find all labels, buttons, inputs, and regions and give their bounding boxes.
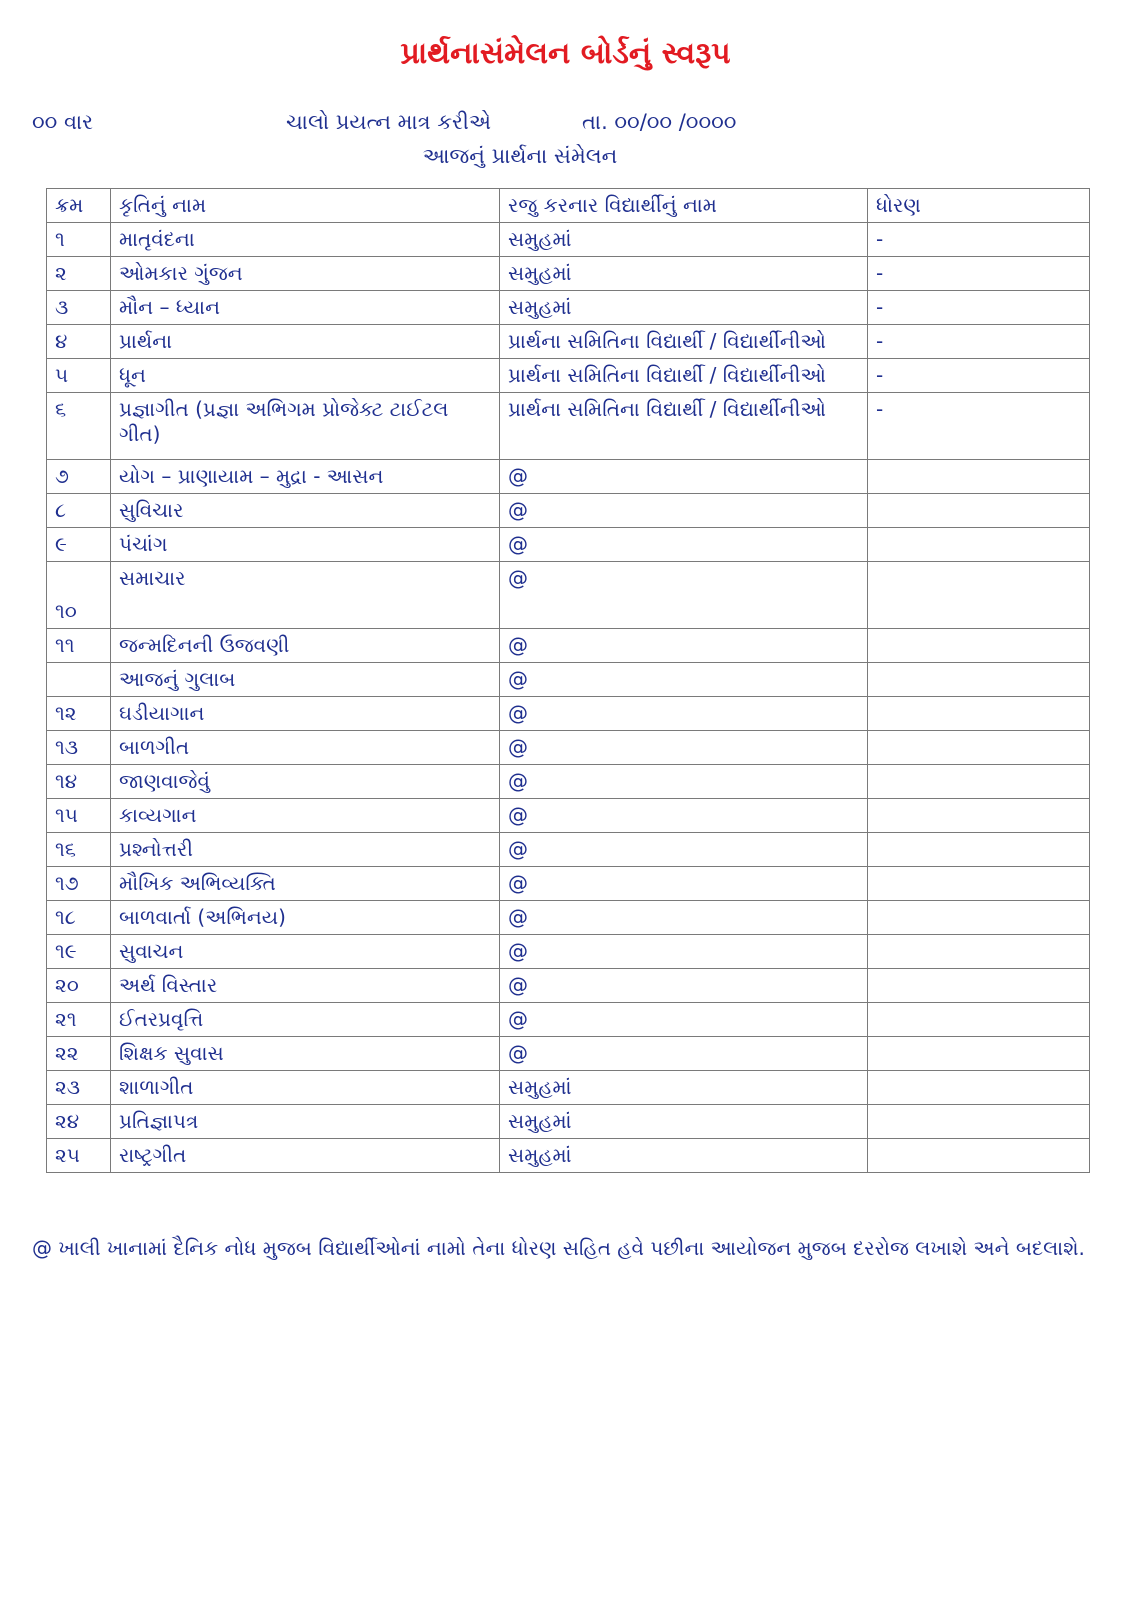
row-presenter: @ [500,935,868,969]
row-serial: ૧૫ [47,799,111,833]
row-standard [868,833,1090,867]
header-serial: ક્રમ [47,189,111,223]
row-standard [868,935,1090,969]
row-presenter: @ [500,562,868,629]
row-item-name: માતૃવંદના [111,223,500,257]
row-presenter: સમુહમાં [500,1105,868,1139]
row-item-name: પ્રજ્ઞાગીત (પ્રજ્ઞા અભિગમ પ્રોજેક્ટ ટાઈટલ ગીત) [111,393,500,460]
row-standard [868,901,1090,935]
row-standard [868,1037,1090,1071]
row-serial: ૩ [47,291,111,325]
table-body [47,223,1090,1173]
row-item-name: ધૂન [111,359,500,393]
row-serial: ૧૩ [47,731,111,765]
row-standard [868,629,1090,663]
row-standard [868,697,1090,731]
row-serial: ૬ [47,393,111,460]
row-standard [868,528,1090,562]
table-row [47,697,1090,731]
row-standard [868,969,1090,1003]
table-row [47,562,1090,629]
row-standard [868,460,1090,494]
page-title: પ્રાર્થનાસંમેલન બોર્ડનું સ્વરૂપ [400,36,731,71]
row-serial: ૨૨ [47,1037,111,1071]
row-item-name: રાષ્ટ્રગીત [111,1139,500,1173]
row-item-name: અર્થ વિસ્તાર [111,969,500,1003]
row-standard [868,1105,1090,1139]
row-item-name: ઈતરપ્રવૃત્તિ [111,1003,500,1037]
row-serial [47,663,111,697]
row-serial: ૨૩ [47,1071,111,1105]
row-presenter: @ [500,528,868,562]
header-presenter: રજુ કરનાર વિદ્યાર્થીનું નામ [500,189,868,223]
row-item-name: બાળગીત [111,731,500,765]
row-serial: ૧૮ [47,901,111,935]
row-item-name: પંચાંગ [111,528,500,562]
page-subtitle: આજનું પ્રાર્થના સંમેલન [422,144,618,168]
table-row [47,393,1090,460]
table-row [47,1003,1090,1037]
row-presenter: @ [500,731,868,765]
table-row [47,223,1090,257]
row-item-name: મૌખિક અભિવ્યક્તિ [111,867,500,901]
row-presenter: પ્રાર્થના સમિતિના વિદ્યાર્થી / વિદ્યાર્થીનીઓ [500,393,868,460]
row-item-name: મૌન – ધ્યાન [111,291,500,325]
header-standard: ધોરણ [868,189,1090,223]
table-row [47,1037,1090,1071]
footnote: @ ખાલી ખાનામાં દૈનિક નોધ મુજબ વિદ્યાર્થીઓનાં નામો તેના ધોરણ સહિત હવે પછીના આયોજન મુજબ દરરોજ લખાશે અને બદલાશે. [32,1236,1085,1260]
meta-line [32,110,1112,140]
table-header-row [47,189,1090,223]
row-serial: ૧ [47,223,111,257]
row-item-name: પ્રશ્નોત્તરી [111,833,500,867]
row-presenter: @ [500,867,868,901]
row-item-name: બાળવાર્તા (અભિનય) [111,901,500,935]
table-row [47,799,1090,833]
row-serial: ૧૧ [47,629,111,663]
table-row [47,257,1090,291]
table-row [47,731,1090,765]
row-presenter: પ્રાર્થના સમિતિના વિદ્યાર્થી / વિદ્યાર્થીનીઓ [500,359,868,393]
row-presenter: @ [500,1003,868,1037]
row-item-name: પ્રાર્થના [111,325,500,359]
row-item-name: સુવાચન [111,935,500,969]
table-row [47,969,1090,1003]
row-standard [868,562,1090,629]
row-standard [868,867,1090,901]
row-presenter: સમુહમાં [500,257,868,291]
table-row [47,765,1090,799]
row-item-name: ઘડીયાગાન [111,697,500,731]
row-item-name: સમાચાર [111,562,500,629]
row-serial: ૧૪ [47,765,111,799]
row-presenter: @ [500,765,868,799]
row-presenter: સમુહમાં [500,1139,868,1173]
table-row [47,833,1090,867]
table-row [47,1139,1090,1173]
row-presenter: @ [500,833,868,867]
table-row [47,359,1090,393]
row-standard: - [868,359,1090,393]
row-item-name: ઓમકાર ગુંજન [111,257,500,291]
row-serial: ૮ [47,494,111,528]
row-serial: ૧૦ [47,562,111,629]
row-serial: ૨૫ [47,1139,111,1173]
row-standard [868,731,1090,765]
row-item-name: પ્રતિજ્ઞાપત્ર [111,1105,500,1139]
row-serial: ૨ [47,257,111,291]
row-standard: - [868,393,1090,460]
row-item-name: જાણવાજેવું [111,765,500,799]
row-standard [868,799,1090,833]
row-presenter: @ [500,969,868,1003]
row-serial: ૧૭ [47,867,111,901]
row-serial: ૨૦ [47,969,111,1003]
row-presenter: @ [500,799,868,833]
row-standard [868,663,1090,697]
row-presenter: @ [500,663,868,697]
row-standard [868,1139,1090,1173]
row-standard: - [868,291,1090,325]
row-standard [868,765,1090,799]
day-label: ૦૦ વાર [32,110,94,134]
row-standard: - [868,325,1090,359]
row-serial: ૨૧ [47,1003,111,1037]
row-item-name: શિક્ષક સુવાસ [111,1037,500,1071]
row-serial: ૧૨ [47,697,111,731]
row-standard: - [868,223,1090,257]
row-item-name: આજનું ગુલાબ [111,663,500,697]
row-presenter: @ [500,1037,868,1071]
row-presenter: @ [500,697,868,731]
table-row [47,663,1090,697]
row-item-name: જન્મદિનની ઉજવણી [111,629,500,663]
row-serial: ૯ [47,528,111,562]
row-presenter: @ [500,460,868,494]
row-serial: ૪ [47,325,111,359]
header-item-name: કૃતિનું નામ [111,189,500,223]
table-row [47,291,1090,325]
row-item-name: સુવિચાર [111,494,500,528]
table-row [47,460,1090,494]
row-standard [868,494,1090,528]
date-label: તા. ૦૦/૦૦ /૦૦૦૦ [582,110,737,134]
row-standard: - [868,257,1090,291]
motto-label: ચાલો પ્રયત્ન માત્ર કરીએ [286,110,492,134]
row-serial: ૫ [47,359,111,393]
row-serial: ૨૪ [47,1105,111,1139]
row-presenter: @ [500,901,868,935]
row-item-name: યોગ – પ્રાણાયામ – મુદ્રા - આસન [111,460,500,494]
row-serial: ૧૬ [47,833,111,867]
table-row [47,528,1090,562]
table-row [47,867,1090,901]
table-row [47,1071,1090,1105]
row-item-name: કાવ્યગાન [111,799,500,833]
table-row [47,901,1090,935]
program-table [46,188,1090,1173]
row-presenter: @ [500,494,868,528]
row-presenter: સમુહમાં [500,291,868,325]
row-standard [868,1071,1090,1105]
row-presenter: @ [500,629,868,663]
table-row [47,325,1090,359]
table-row [47,629,1090,663]
table-row [47,494,1090,528]
table-row [47,935,1090,969]
row-presenter: પ્રાર્થના સમિતિના વિદ્યાર્થી / વિદ્યાર્થીનીઓ [500,325,868,359]
row-item-name: શાળાગીત [111,1071,500,1105]
row-serial: ૧૯ [47,935,111,969]
table-row [47,1105,1090,1139]
row-standard [868,1003,1090,1037]
row-presenter: સમુહમાં [500,223,868,257]
row-serial: ૭ [47,460,111,494]
row-presenter: સમુહમાં [500,1071,868,1105]
